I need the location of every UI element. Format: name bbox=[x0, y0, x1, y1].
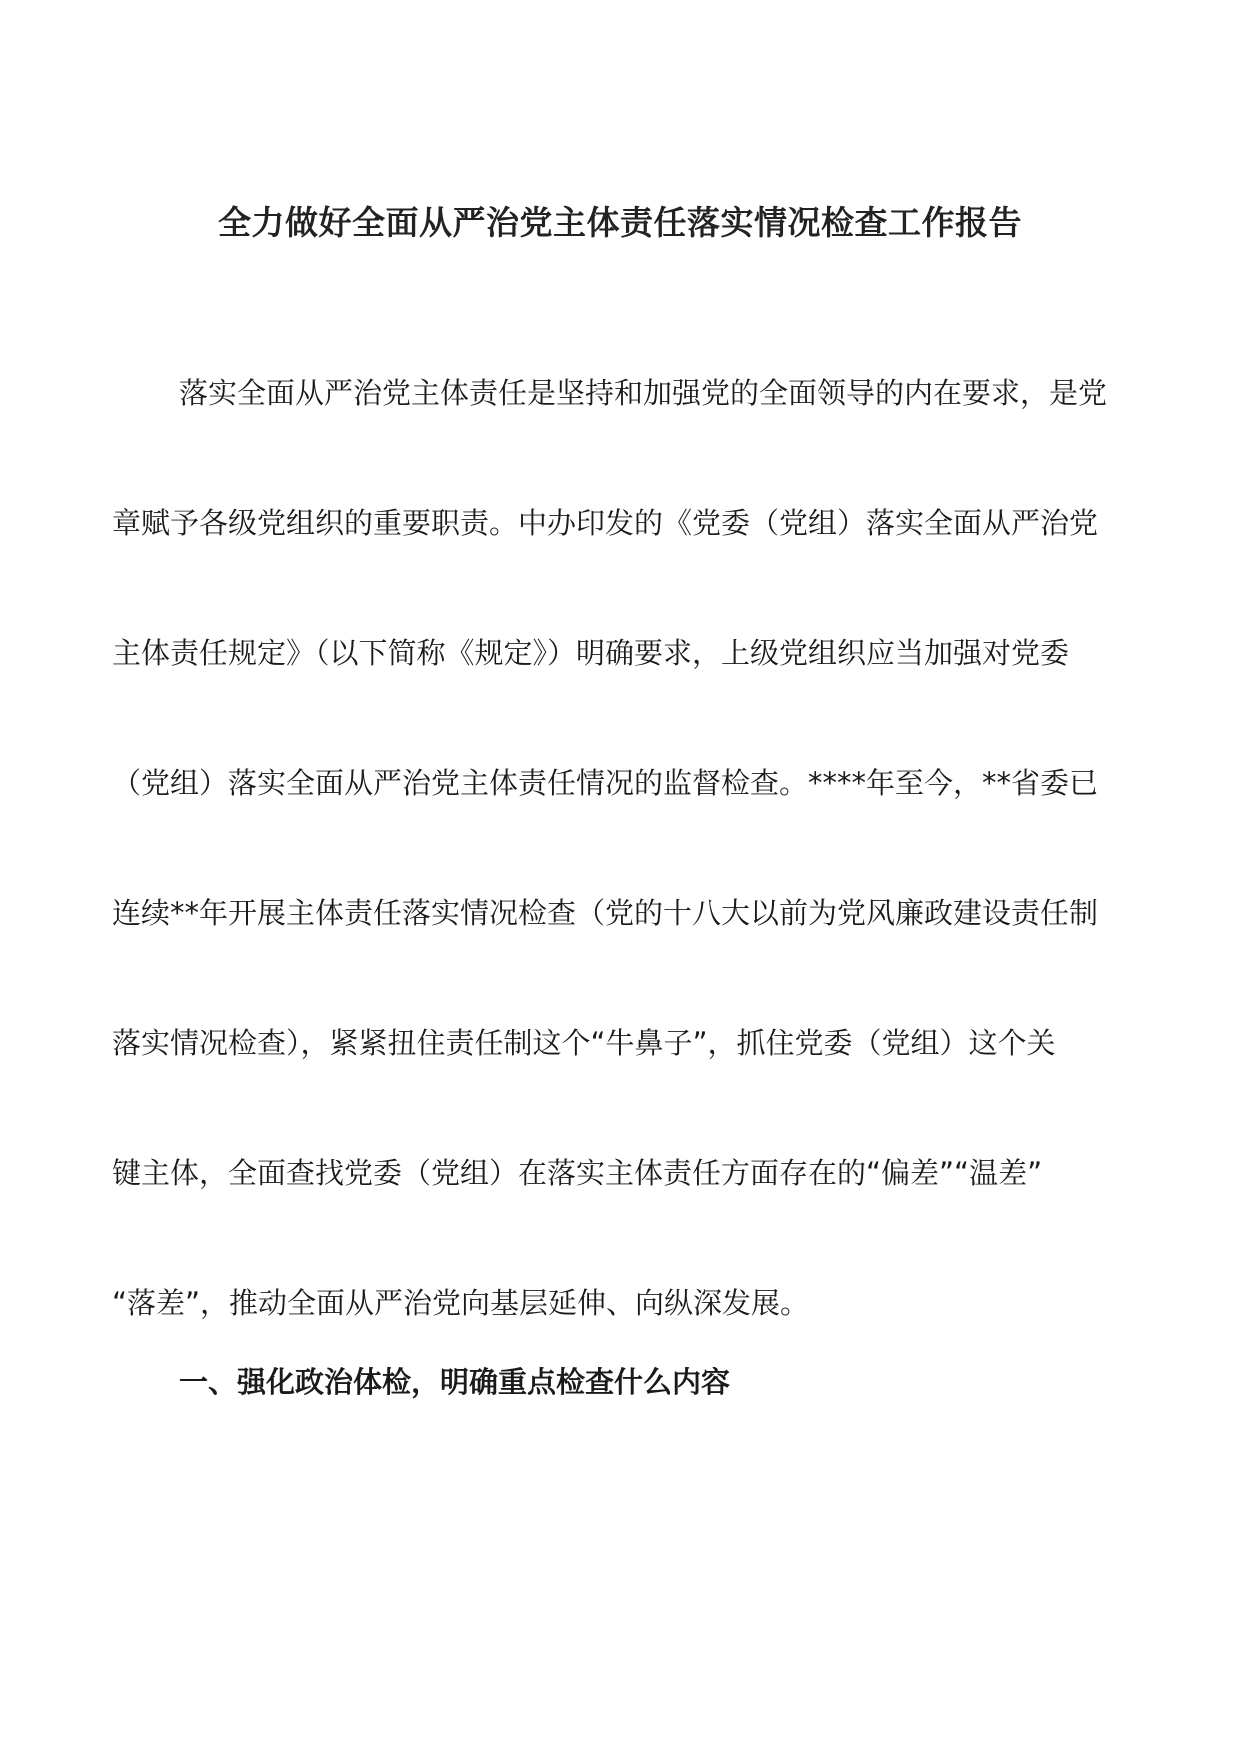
paragraph-line: （党组）落实全面从严治党主体责任情况的监督检查。****年至今，**省委已 bbox=[112, 766, 1099, 800]
paragraph-line: 连续**年开展主体责任落实情况检查（党的十八大以前为党风廉政建设责任制 bbox=[112, 896, 1099, 930]
paragraph-line: “落差”，推动全面从严治党向基层延伸、向纵深发展。 bbox=[112, 1286, 810, 1320]
section-heading: 一、强化政治体检，明确重点检查什么内容 bbox=[179, 1365, 731, 1399]
paragraph-line: 键主体，全面查找党委（党组）在落实主体责任方面存在的“偏差”“温差” bbox=[112, 1156, 1043, 1190]
paragraph-line: 主体责任规定》（以下简称《规定》）明确要求，上级党组织应当加强对党委 bbox=[112, 636, 1070, 670]
paragraph-line: 落实全面从严治党主体责任是坚持和加强党的全面领导的内在要求，是党 bbox=[179, 376, 1108, 410]
paragraph-line: 章赋予各级党组织的重要职责。中办印发的《党委（党组）落实全面从严治党 bbox=[112, 506, 1099, 540]
paragraph-line: 落实情况检查），紧紧扭住责任制这个“牛鼻子”，抓住党委（党组）这个关 bbox=[112, 1026, 1056, 1060]
document-title: 全力做好全面从严治党主体责任落实情况检查工作报告 bbox=[218, 203, 1022, 242]
intro-paragraph bbox=[112, 328, 1132, 1368]
